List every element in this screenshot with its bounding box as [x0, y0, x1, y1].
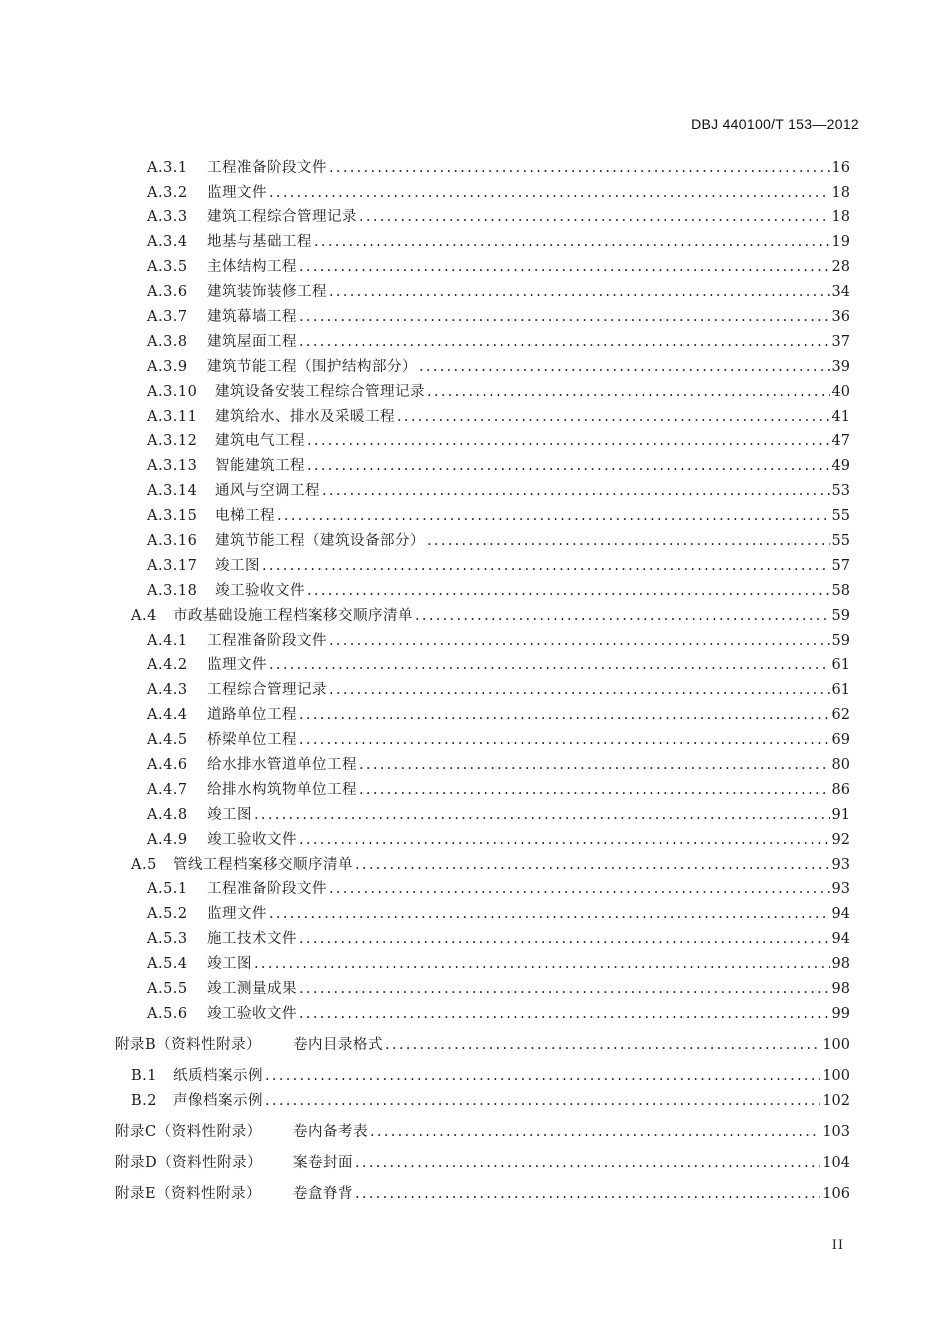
dot-leader: [427, 381, 830, 403]
dot-leader: [329, 878, 830, 900]
toc-entry[interactable]: [147, 580, 850, 602]
toc-entry-page: 18: [831, 185, 850, 201]
toc-entry-title: 桥梁单位工程: [207, 732, 297, 748]
toc-entry[interactable]: [115, 1121, 850, 1143]
toc-entry-number: A.5.3: [147, 931, 188, 947]
toc-entry-page: 94: [831, 906, 850, 922]
toc-entry-number: A.5.5: [147, 981, 188, 997]
toc-entry-title: 通风与空调工程: [215, 483, 320, 499]
toc-entry-page: 18: [831, 209, 850, 225]
toc-entry-number: A.4.5: [147, 732, 188, 748]
toc-entry[interactable]: [147, 679, 850, 701]
toc-entry-page: 37: [831, 334, 850, 350]
toc-entry-number: A.4.6: [147, 757, 188, 773]
toc-entry-number: B.2: [131, 1093, 157, 1109]
toc-entry[interactable]: [147, 331, 850, 353]
toc-entry-number: A.4.2: [147, 657, 188, 673]
toc-entry-page: 49: [831, 458, 850, 474]
toc-entry-page: 103: [822, 1124, 850, 1140]
toc-entry[interactable]: [131, 854, 850, 876]
toc-entry-title: 卷内备考表: [293, 1124, 368, 1140]
toc-entry[interactable]: [131, 605, 850, 627]
toc-entry-number: A.3.15: [147, 508, 198, 524]
dot-leader: [359, 206, 830, 228]
toc-entry-page: 34: [831, 284, 850, 300]
toc-entry-title: 工程准备阶段文件: [207, 160, 327, 176]
toc-entry-title: 建筑设备安装工程综合管理记录: [215, 384, 425, 400]
toc-entry-title: 卷盒脊背: [293, 1186, 353, 1202]
toc-entry-page: 98: [831, 956, 850, 972]
toc-entry-page: 57: [831, 558, 850, 574]
dot-leader: [329, 679, 830, 701]
toc-entry-title: 道路单位工程: [207, 707, 297, 723]
toc-entry-number: A.3.13: [147, 458, 198, 474]
dot-leader: [269, 182, 830, 204]
toc-entry-number: A.4: [131, 608, 157, 624]
toc-entry-title: 管线工程档案移交顺序清单: [173, 857, 353, 873]
dot-leader: [322, 480, 830, 502]
toc-entry-page: 69: [831, 732, 850, 748]
dot-leader: [307, 455, 830, 477]
toc-entry-number: A.4.9: [147, 832, 188, 848]
toc-entry-number: A.3.9: [147, 359, 188, 375]
toc-entry-page: 55: [831, 508, 850, 524]
toc-entry-number: 附录C（资料性附录）: [115, 1124, 262, 1140]
toc-entry-number: A.3.16: [147, 533, 198, 549]
toc-entry-number: 附录D（资料性附录）: [115, 1155, 263, 1171]
toc-entry[interactable]: [147, 729, 850, 751]
dot-leader: [427, 530, 830, 552]
toc-entry-title: 监理文件: [207, 906, 267, 922]
dot-leader: [299, 928, 830, 950]
toc-entry-number: A.3.3: [147, 209, 188, 225]
toc-entry-page: 41: [831, 409, 850, 425]
toc-entry-number: A.5.1: [147, 881, 188, 897]
dot-leader: [329, 281, 830, 303]
dot-leader: [329, 630, 830, 652]
toc-entry-number: A.3.12: [147, 433, 198, 449]
toc-entry[interactable]: [147, 754, 850, 776]
toc-entry-number: 附录E（资料性附录）: [115, 1186, 262, 1202]
toc-entry-title: 声像档案示例: [173, 1093, 263, 1109]
toc-entry-title: 电梯工程: [215, 508, 275, 524]
toc-entry-page: 62: [831, 707, 850, 723]
toc-entry-page: 53: [831, 483, 850, 499]
dot-leader: [307, 580, 830, 602]
toc-entry[interactable]: [147, 430, 850, 452]
toc-entry-page: 106: [822, 1186, 850, 1202]
toc-entry-page: 86: [831, 782, 850, 798]
toc-entry-page: 36: [831, 309, 850, 325]
toc-entry-number: A.4.8: [147, 807, 188, 823]
toc-entry-page: 93: [831, 881, 850, 897]
toc-entry-title: 竣工图: [215, 558, 260, 574]
toc-entry-title: 主体结构工程: [207, 259, 297, 275]
toc-entry-number: 附录B（资料性附录）: [115, 1037, 262, 1053]
dot-leader: [415, 605, 830, 627]
dot-leader: [299, 829, 830, 851]
dot-leader: [307, 430, 830, 452]
toc-entry[interactable]: [147, 978, 850, 1000]
toc-entry-page: 98: [831, 981, 850, 997]
dot-leader: [355, 1183, 820, 1205]
toc-entry-title: 竣工图: [207, 956, 252, 972]
toc-entry-title: 工程综合管理记录: [207, 682, 327, 698]
toc-entry[interactable]: [115, 1183, 850, 1205]
dot-leader: [385, 1034, 820, 1056]
toc-entry-page: 59: [831, 608, 850, 624]
toc-entry[interactable]: [147, 779, 850, 801]
toc-entry-title: 建筑给水、排水及采暖工程: [215, 409, 395, 425]
dot-leader: [359, 754, 830, 776]
dot-leader: [299, 306, 830, 328]
toc-entry-number: A.5: [131, 857, 157, 873]
toc-entry-page: 16: [831, 160, 850, 176]
toc-entry-number: A.5.4: [147, 956, 188, 972]
toc-entry-page: 104: [822, 1155, 850, 1171]
toc-entry-number: A.3.1: [147, 160, 188, 176]
toc-entry[interactable]: [147, 903, 850, 925]
toc-entry-title: 施工技术文件: [207, 931, 297, 947]
toc-entry[interactable]: [147, 654, 850, 676]
toc-entry-number: A.3.17: [147, 558, 198, 574]
toc-entry-title: 建筑电气工程: [215, 433, 305, 449]
toc-entry-title: 纸质档案示例: [173, 1068, 263, 1084]
toc-entry-number: A.3.8: [147, 334, 188, 350]
toc-entry-number: A.3.11: [147, 409, 198, 425]
dot-leader: [329, 157, 830, 179]
toc-entry-number: A.3.10: [147, 384, 198, 400]
dot-leader: [254, 953, 830, 975]
toc-entry-page: 94: [831, 931, 850, 947]
toc-entry-title: 建筑节能工程（建筑设备部分）: [215, 533, 425, 549]
toc-entry-title: 建筑装饰装修工程: [207, 284, 327, 300]
toc-entry[interactable]: [147, 928, 850, 950]
toc-entry-title: 监理文件: [207, 185, 267, 201]
dot-leader: [265, 1090, 820, 1112]
toc-entry[interactable]: [131, 1065, 850, 1087]
toc-entry-title: 工程准备阶段文件: [207, 633, 327, 649]
toc-entry-page: 99: [831, 1006, 850, 1022]
toc-entry[interactable]: [147, 953, 850, 975]
toc-entry[interactable]: [147, 480, 850, 502]
dot-leader: [254, 804, 830, 826]
toc-entry-number: A.3.2: [147, 185, 188, 201]
toc-entry-title: 给排水构筑物单位工程: [207, 782, 357, 798]
toc-entry-number: B.1: [131, 1068, 157, 1084]
toc-entry[interactable]: [147, 206, 850, 228]
toc-entry-page: 55: [831, 533, 850, 549]
toc-entry-title: 建筑工程综合管理记录: [207, 209, 357, 225]
dot-leader: [265, 1065, 820, 1087]
toc-entry[interactable]: [147, 1003, 850, 1025]
toc-entry[interactable]: [147, 231, 850, 253]
toc-entry-title: 市政基础设施工程档案移交顺序清单: [173, 608, 413, 624]
toc-entry-number: A.3.14: [147, 483, 198, 499]
page-number: II: [831, 1238, 844, 1253]
toc-entry-page: 80: [831, 757, 850, 773]
toc-entry-number: A.3.7: [147, 309, 188, 325]
toc-entry-page: 19: [831, 234, 850, 250]
toc-entry-number: A.5.6: [147, 1006, 188, 1022]
toc-entry-title: 地基与基础工程: [207, 234, 312, 250]
toc-entry-title: 智能建筑工程: [215, 458, 305, 474]
toc-entry[interactable]: [147, 505, 850, 527]
toc-entry-number: A.4.4: [147, 707, 188, 723]
toc-entry-title: 竣工验收文件: [215, 583, 305, 599]
toc-entry[interactable]: [147, 256, 850, 278]
toc-entry-title: 竣工图: [207, 807, 252, 823]
toc-entry-number: A.4.7: [147, 782, 188, 798]
toc-entry[interactable]: [115, 1152, 850, 1174]
toc-entry[interactable]: [147, 182, 850, 204]
toc-entry-title: 建筑节能工程（围护结构部分）: [207, 359, 417, 375]
dot-leader: [269, 903, 830, 925]
toc-entry-number: A.4.3: [147, 682, 188, 698]
toc-entry-page: 39: [831, 359, 850, 375]
dot-leader: [299, 704, 830, 726]
dot-leader: [269, 654, 830, 676]
toc-entry-page: 93: [831, 857, 850, 873]
document-code: DBJ 440100/T 153—2012: [691, 116, 859, 132]
toc-entry-number: A.3.6: [147, 284, 188, 300]
toc-entry-page: 61: [831, 682, 850, 698]
toc-entry-title: 竣工测量成果: [207, 981, 297, 997]
toc-entry-number: A.3.18: [147, 583, 198, 599]
toc-entry-number: A.3.5: [147, 259, 188, 275]
toc-entry-title: 监理文件: [207, 657, 267, 673]
toc-entry[interactable]: [131, 1090, 850, 1112]
dot-leader: [314, 231, 830, 253]
dot-leader: [370, 1121, 820, 1143]
toc-entry[interactable]: [147, 381, 850, 403]
toc-entry-title: 卷内目录格式: [293, 1037, 383, 1053]
toc-entry-page: 92: [831, 832, 850, 848]
dot-leader: [419, 356, 830, 378]
dot-leader: [299, 729, 830, 751]
toc-entry[interactable]: [147, 630, 850, 652]
toc-entry-page: 61: [831, 657, 850, 673]
dot-leader: [299, 256, 830, 278]
toc-entry-number: A.4.1: [147, 633, 188, 649]
toc-entry-page: 40: [831, 384, 850, 400]
dot-leader: [355, 1152, 820, 1174]
toc-entry-title: 建筑屋面工程: [207, 334, 297, 350]
toc-entry-title: 工程准备阶段文件: [207, 881, 327, 897]
dot-leader: [355, 854, 830, 876]
toc-entry[interactable]: [147, 530, 850, 552]
toc-entry-number: A.5.2: [147, 906, 188, 922]
toc-entry[interactable]: [147, 356, 850, 378]
toc-entry[interactable]: [147, 804, 850, 826]
toc-entry[interactable]: [147, 704, 850, 726]
toc-entry[interactable]: [147, 829, 850, 851]
toc-entry[interactable]: [147, 157, 850, 179]
toc-entry-page: 58: [831, 583, 850, 599]
dot-leader: [397, 406, 830, 428]
dot-leader: [262, 555, 830, 577]
toc-entry-title: 竣工验收文件: [207, 1006, 297, 1022]
dot-leader: [299, 978, 830, 1000]
toc-entry[interactable]: [147, 306, 850, 328]
toc-entry[interactable]: [147, 455, 850, 477]
toc-entry-page: 100: [822, 1037, 850, 1053]
dot-leader: [299, 331, 830, 353]
toc-entry-page: 100: [822, 1068, 850, 1084]
toc-entry[interactable]: [147, 878, 850, 900]
toc-entry-number: A.3.4: [147, 234, 188, 250]
toc-entry-page: 102: [822, 1093, 850, 1109]
toc-entry[interactable]: [147, 281, 850, 303]
toc-entry-title: 给水排水管道单位工程: [207, 757, 357, 773]
toc-entry-title: 建筑幕墙工程: [207, 309, 297, 325]
dot-leader: [299, 1003, 830, 1025]
toc-entry-page: 28: [831, 259, 850, 275]
toc-entry-title: 案卷封面: [293, 1155, 353, 1171]
toc-entry-page: 47: [831, 433, 850, 449]
toc-entry[interactable]: [147, 555, 850, 577]
toc-entry[interactable]: [115, 1034, 850, 1056]
toc-entry-page: 59: [831, 633, 850, 649]
toc-entry[interactable]: [147, 406, 850, 428]
dot-leader: [359, 779, 830, 801]
toc-entry-title: 竣工验收文件: [207, 832, 297, 848]
toc-entry-page: 91: [831, 807, 850, 823]
dot-leader: [277, 505, 830, 527]
